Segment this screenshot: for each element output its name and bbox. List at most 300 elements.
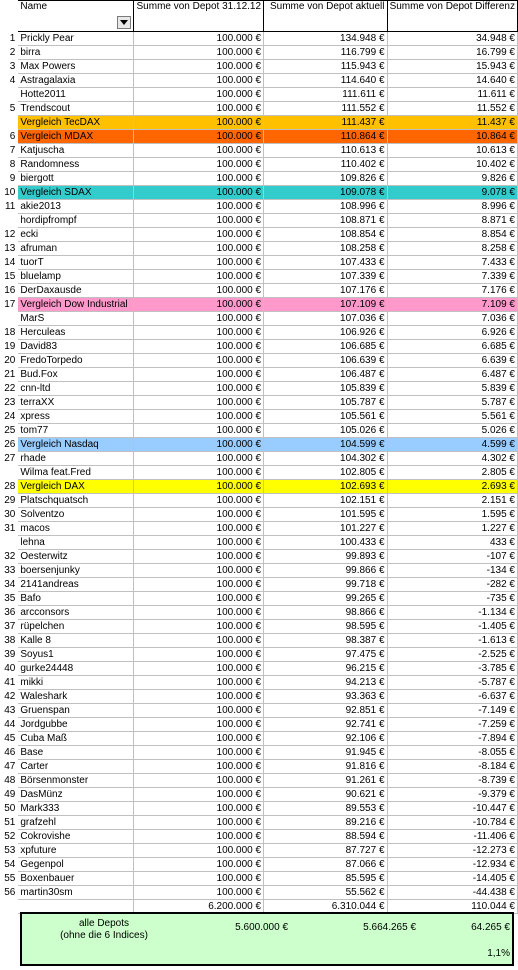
cell-depot-differenz[interactable]: -11.406 €	[387, 830, 517, 844]
cell-depot-differenz[interactable]: 1.227 €	[387, 522, 517, 536]
table-row	[3, 228, 518, 242]
cell-depot-31-12-12[interactable]: 100.000 €	[134, 74, 264, 88]
cell-depot-differenz[interactable]: 10.613 €	[387, 144, 517, 158]
cell-name[interactable]: Platschquatsch	[18, 494, 134, 508]
cell-depot-differenz[interactable]: -8.739 €	[387, 774, 517, 788]
cell-depot-aktuell[interactable]: 96.215 €	[264, 662, 387, 676]
cell-depot-31-12-12[interactable]: 100.000 €	[134, 32, 264, 46]
cell-name[interactable]: Wilma feat.Fred	[18, 466, 134, 480]
cell-name[interactable]: Vergleich Nasdaq	[18, 438, 134, 452]
cell-depot-31-12-12[interactable]: 100.000 €	[134, 312, 264, 326]
cell-depot-aktuell[interactable]: 101.227 €	[264, 522, 387, 536]
row-number: 54	[3, 858, 18, 872]
cell-depot-aktuell[interactable]: 99.893 €	[264, 550, 387, 564]
cell-depot-aktuell[interactable]: 108.258 €	[264, 242, 387, 256]
cell-name[interactable]: rhade	[18, 452, 134, 466]
cell-name[interactable]: rüpelchen	[18, 620, 134, 634]
cell-depot-differenz[interactable]: -107 €	[387, 550, 517, 564]
cell-depot-aktuell[interactable]: 89.216 €	[264, 816, 387, 830]
cell-depot-differenz[interactable]: -134 €	[387, 564, 517, 578]
cell-name[interactable]: Soyus1	[18, 648, 134, 662]
cell-depot-differenz[interactable]: 9.826 €	[387, 172, 517, 186]
cell-depot-aktuell[interactable]: 104.302 €	[264, 452, 387, 466]
cell-name[interactable]: martin30sm	[18, 886, 134, 900]
cell-depot-aktuell[interactable]: 111.611 €	[264, 88, 387, 102]
cell-name[interactable]: gurke24448	[18, 662, 134, 676]
cell-depot-differenz[interactable]: -5.787 €	[387, 676, 517, 690]
table-row	[3, 620, 518, 634]
cell-depot-31-12-12[interactable]: 100.000 €	[134, 284, 264, 298]
table-row	[3, 74, 518, 88]
cell-depot-31-12-12[interactable]: 100.000 €	[134, 522, 264, 536]
cell-depot-aktuell[interactable]: 88.594 €	[264, 830, 387, 844]
cell-depot-aktuell[interactable]: 107.339 €	[264, 270, 387, 284]
cell-name[interactable]: hordipfrompf	[18, 214, 134, 228]
cell-depot-31-12-12[interactable]: 100.000 €	[134, 676, 264, 690]
cell-name[interactable]: ecki	[18, 228, 134, 242]
cell-depot-differenz[interactable]: 11.437 €	[387, 116, 517, 130]
cell-depot-aktuell[interactable]: 87.066 €	[264, 858, 387, 872]
cell-depot-31-12-12[interactable]: 100.000 €	[134, 172, 264, 186]
row-number	[3, 312, 18, 326]
cell-depot-31-12-12[interactable]: 100.000 €	[134, 648, 264, 662]
cell-name[interactable]: xpress	[18, 410, 134, 424]
cell-name[interactable]: MarS	[18, 312, 134, 326]
summary-percent: 1,1%	[487, 948, 510, 959]
row-number: 33	[3, 564, 18, 578]
cell-depot-aktuell[interactable]: 104.599 €	[264, 438, 387, 452]
cell-depot-aktuell[interactable]: 90.621 €	[264, 788, 387, 802]
cell-name[interactable]: Cokrovishe	[18, 830, 134, 844]
cell-depot-differenz[interactable]: -1.613 €	[387, 634, 517, 648]
cell-depot-aktuell[interactable]: 107.109 €	[264, 298, 387, 312]
cell-depot-31-12-12[interactable]: 100.000 €	[134, 130, 264, 144]
cell-name[interactable]: mikki	[18, 676, 134, 690]
cell-depot-31-12-12[interactable]: 100.000 €	[134, 718, 264, 732]
cell-name[interactable]: Herculeas	[18, 326, 134, 340]
cell-depot-differenz[interactable]: 9.078 €	[387, 186, 517, 200]
cell-depot-aktuell[interactable]: 97.475 €	[264, 648, 387, 662]
cell-depot-differenz[interactable]: 2.805 €	[387, 466, 517, 480]
cell-depot-differenz[interactable]: -8.055 €	[387, 746, 517, 760]
cell-name[interactable]: tuorT	[18, 256, 134, 270]
cell-depot-aktuell[interactable]: 111.437 €	[264, 116, 387, 130]
cell-depot-aktuell[interactable]: 101.595 €	[264, 508, 387, 522]
cell-depot-differenz[interactable]: 5.839 €	[387, 382, 517, 396]
cell-depot-differenz[interactable]: 6.639 €	[387, 354, 517, 368]
cell-depot-31-12-12[interactable]: 100.000 €	[134, 578, 264, 592]
cell-depot-31-12-12[interactable]: 100.000 €	[134, 760, 264, 774]
cell-depot-31-12-12[interactable]: 100.000 €	[134, 242, 264, 256]
cell-depot-31-12-12[interactable]: 100.000 €	[134, 228, 264, 242]
cell-depot-differenz[interactable]: -44.438 €	[387, 886, 517, 900]
cell-name[interactable]: Mark333	[18, 802, 134, 816]
cell-depot-31-12-12[interactable]: 100.000 €	[134, 858, 264, 872]
cell-name[interactable]: Prickly Pear	[18, 32, 134, 46]
cell-depot-31-12-12[interactable]: 100.000 €	[134, 452, 264, 466]
cell-depot-31-12-12[interactable]: 100.000 €	[134, 564, 264, 578]
cell-depot-differenz[interactable]: 4.302 €	[387, 452, 517, 466]
cell-depot-differenz[interactable]: 4.599 €	[387, 438, 517, 452]
cell-depot-differenz[interactable]: 7.036 €	[387, 312, 517, 326]
cell-depot-aktuell[interactable]: 116.799 €	[264, 46, 387, 60]
total-depot-aktuell[interactable]: 6.310.044 €	[264, 900, 387, 914]
cell-name[interactable]: Trendscout	[18, 102, 134, 116]
row-number	[3, 900, 18, 914]
cell-name[interactable]: birra	[18, 46, 134, 60]
row-number: 16	[3, 284, 18, 298]
cell-name[interactable]: Bud.Fox	[18, 368, 134, 382]
cell-depot-differenz[interactable]: -7.149 €	[387, 704, 517, 718]
cell-depot-31-12-12[interactable]: 100.000 €	[134, 634, 264, 648]
cell-name[interactable]: terraXX	[18, 396, 134, 410]
cell-depot-aktuell[interactable]: 110.864 €	[264, 130, 387, 144]
cell-depot-31-12-12[interactable]: 100.000 €	[134, 844, 264, 858]
cell-depot-differenz[interactable]: -7.894 €	[387, 732, 517, 746]
cell-name[interactable]: Vergleich Dow Industrial	[18, 298, 134, 312]
row-number: 28	[3, 480, 18, 494]
cell-name[interactable]: Carter	[18, 760, 134, 774]
cell-name[interactable]: Vergleich SDAX	[18, 186, 134, 200]
cell-name[interactable]: xpfuture	[18, 844, 134, 858]
cell-depot-aktuell[interactable]: 105.839 €	[264, 382, 387, 396]
row-number: 38	[3, 634, 18, 648]
cell-depot-differenz[interactable]: -10.784 €	[387, 816, 517, 830]
cell-name[interactable]: Base	[18, 746, 134, 760]
cell-depot-31-12-12[interactable]: 100.000 €	[134, 256, 264, 270]
cell-name[interactable]: Randomness	[18, 158, 134, 172]
table-row	[3, 270, 518, 284]
cell-depot-differenz[interactable]: -3.785 €	[387, 662, 517, 676]
cell-depot-31-12-12[interactable]: 100.000 €	[134, 340, 264, 354]
table-row	[3, 718, 518, 732]
cell-depot-aktuell[interactable]: 99.718 €	[264, 578, 387, 592]
table-row	[3, 186, 518, 200]
cell-name[interactable]: boersenjunky	[18, 564, 134, 578]
cell-depot-aktuell[interactable]: 98.387 €	[264, 634, 387, 648]
cell-depot-differenz[interactable]: -7.259 €	[387, 718, 517, 732]
cell-depot-31-12-12[interactable]: 100.000 €	[134, 382, 264, 396]
cell-depot-31-12-12[interactable]: 100.000 €	[134, 872, 264, 886]
table-row	[3, 830, 518, 844]
table-row	[3, 60, 518, 74]
cell-name[interactable]: Astragalaxia	[18, 74, 134, 88]
cell-depot-aktuell[interactable]: 92.851 €	[264, 704, 387, 718]
row-number: 17	[3, 298, 18, 312]
cell-depot-31-12-12[interactable]: 100.000 €	[134, 732, 264, 746]
cell-depot-differenz[interactable]: 5.787 €	[387, 396, 517, 410]
cell-depot-31-12-12[interactable]: 100.000 €	[134, 116, 264, 130]
cell-name[interactable]: Boxenbauer	[18, 872, 134, 886]
cell-depot-differenz[interactable]: 11.611 €	[387, 88, 517, 102]
cell-depot-aktuell[interactable]: 100.433 €	[264, 536, 387, 550]
table-row	[3, 452, 518, 466]
cell-name[interactable]: David83	[18, 340, 134, 354]
cell-depot-differenz[interactable]: 6.685 €	[387, 340, 517, 354]
cell-depot-31-12-12[interactable]: 100.000 €	[134, 88, 264, 102]
cell-name[interactable]: biergott	[18, 172, 134, 186]
cell-depot-aktuell[interactable]: 91.816 €	[264, 760, 387, 774]
cell-depot-31-12-12[interactable]: 100.000 €	[134, 46, 264, 60]
cell-depot-aktuell[interactable]: 106.926 €	[264, 326, 387, 340]
cell-depot-aktuell[interactable]: 106.487 €	[264, 368, 387, 382]
cell-name[interactable]: Katjuscha	[18, 144, 134, 158]
cell-depot-31-12-12[interactable]: 100.000 €	[134, 214, 264, 228]
table-row	[3, 606, 518, 620]
cell-depot-aktuell[interactable]: 111.552 €	[264, 102, 387, 116]
row-number: 41	[3, 676, 18, 690]
cell-depot-31-12-12[interactable]: 100.000 €	[134, 592, 264, 606]
summary-label-line1: alle Depots	[78, 918, 130, 929]
cell-depot-differenz[interactable]: -10.447 €	[387, 802, 517, 816]
cell-name[interactable]: Gruenspan	[18, 704, 134, 718]
row-number: 46	[3, 746, 18, 760]
cell-depot-aktuell[interactable]: 92.106 €	[264, 732, 387, 746]
depot-table	[2, 0, 518, 914]
cell-depot-differenz[interactable]: 7.339 €	[387, 270, 517, 284]
table-row	[3, 858, 518, 872]
cell-depot-differenz[interactable]: 15.943 €	[387, 60, 517, 74]
cell-depot-differenz[interactable]: 7.433 €	[387, 256, 517, 270]
cell-name[interactable]: Waleshark	[18, 690, 134, 704]
cell-depot-aktuell[interactable]: 99.265 €	[264, 592, 387, 606]
cell-depot-differenz[interactable]: 10.864 €	[387, 130, 517, 144]
cell-depot-aktuell[interactable]: 106.685 €	[264, 340, 387, 354]
row-number: 53	[3, 844, 18, 858]
cell-depot-31-12-12[interactable]: 100.000 €	[134, 830, 264, 844]
cell-name[interactable]: tom77	[18, 424, 134, 438]
filter-dropdown-button[interactable]	[117, 16, 131, 29]
row-number: 36	[3, 606, 18, 620]
cell-name[interactable]: FredoTorpedo	[18, 354, 134, 368]
row-number: 52	[3, 830, 18, 844]
cell-depot-31-12-12[interactable]: 100.000 €	[134, 480, 264, 494]
cell-depot-aktuell[interactable]: 102.151 €	[264, 494, 387, 508]
cell-name[interactable]: DerDaxausde	[18, 284, 134, 298]
cell-depot-31-12-12[interactable]: 100.000 €	[134, 144, 264, 158]
cell-depot-differenz[interactable]: -282 €	[387, 578, 517, 592]
cell-depot-aktuell[interactable]: 115.943 €	[264, 60, 387, 74]
cell-depot-differenz[interactable]: 14.640 €	[387, 74, 517, 88]
cell-name[interactable]: Max Powers	[18, 60, 134, 74]
cell-depot-differenz[interactable]: -6.637 €	[387, 690, 517, 704]
cell-name[interactable]: 2141andreas	[18, 578, 134, 592]
cell-depot-aktuell[interactable]: 105.561 €	[264, 410, 387, 424]
cell-depot-differenz[interactable]: 6.487 €	[387, 368, 517, 382]
cell-name[interactable]: Börsenmonster	[18, 774, 134, 788]
cell-depot-aktuell[interactable]: 109.078 €	[264, 186, 387, 200]
cell-depot-aktuell[interactable]: 106.639 €	[264, 354, 387, 368]
cell-depot-aktuell[interactable]: 114.640 €	[264, 74, 387, 88]
cell-depot-differenz[interactable]: -735 €	[387, 592, 517, 606]
cell-name[interactable]: lehna	[18, 536, 134, 550]
cell-name[interactable]: bluelamp	[18, 270, 134, 284]
cell-depot-differenz[interactable]: 5.026 €	[387, 424, 517, 438]
cell-depot-31-12-12[interactable]: 100.000 €	[134, 788, 264, 802]
cell-depot-differenz[interactable]: -1.405 €	[387, 620, 517, 634]
row-number: 32	[3, 550, 18, 564]
cell-depot-31-12-12[interactable]: 100.000 €	[134, 410, 264, 424]
cell-depot-aktuell[interactable]: 91.261 €	[264, 774, 387, 788]
cell-depot-aktuell[interactable]: 85.595 €	[264, 872, 387, 886]
cell-name[interactable]: Vergleich TecDAX	[18, 116, 134, 130]
cell-depot-31-12-12[interactable]: 100.000 €	[134, 802, 264, 816]
row-number: 42	[3, 690, 18, 704]
header-name	[18, 1, 134, 32]
cell-depot-31-12-12[interactable]: 100.000 €	[134, 60, 264, 74]
cell-depot-31-12-12[interactable]: 100.000 €	[134, 298, 264, 312]
total-depot-31-12-12[interactable]: 6.200.000 €	[134, 900, 264, 914]
cell-depot-aktuell[interactable]: 105.787 €	[264, 396, 387, 410]
cell-depot-aktuell[interactable]: 102.805 €	[264, 466, 387, 480]
cell-depot-differenz[interactable]: 10.402 €	[387, 158, 517, 172]
cell-depot-differenz[interactable]: -2.525 €	[387, 648, 517, 662]
cell-depot-differenz[interactable]: -8.184 €	[387, 760, 517, 774]
cell-name[interactable]: Kalle 8	[18, 634, 134, 648]
cell-depot-differenz[interactable]: 11.552 €	[387, 102, 517, 116]
cell-name[interactable]: afruman	[18, 242, 134, 256]
row-number: 45	[3, 732, 18, 746]
cell-depot-31-12-12[interactable]: 100.000 €	[134, 816, 264, 830]
cell-depot-aktuell[interactable]: 110.613 €	[264, 144, 387, 158]
cell-depot-31-12-12[interactable]: 100.000 €	[134, 774, 264, 788]
summary-depot-aktuell: 5.664.265 €	[363, 922, 416, 933]
row-number: 10	[3, 186, 18, 200]
cell-depot-31-12-12[interactable]: 100.000 €	[134, 354, 264, 368]
table-row	[3, 116, 518, 130]
cell-depot-aktuell[interactable]: 107.433 €	[264, 256, 387, 270]
cell-depot-differenz[interactable]: -1.134 €	[387, 606, 517, 620]
cell-name[interactable]: akie2013	[18, 200, 134, 214]
cell-name[interactable]: Cuba Maß	[18, 732, 134, 746]
cell-depot-aktuell[interactable]: 94.213 €	[264, 676, 387, 690]
cell-name[interactable]: Bafo	[18, 592, 134, 606]
cell-depot-differenz[interactable]: 16.799 €	[387, 46, 517, 60]
cell-depot-aktuell[interactable]: 105.026 €	[264, 424, 387, 438]
cell-depot-aktuell[interactable]: 107.036 €	[264, 312, 387, 326]
cell-name[interactable]: Vergleich MDAX	[18, 130, 134, 144]
row-number: 9	[3, 172, 18, 186]
cell-depot-31-12-12[interactable]: 100.000 €	[134, 536, 264, 550]
cell-depot-differenz[interactable]: 2.151 €	[387, 494, 517, 508]
cell-depot-31-12-12[interactable]: 100.000 €	[134, 102, 264, 116]
cell-depot-aktuell[interactable]: 87.727 €	[264, 844, 387, 858]
cell-depot-differenz[interactable]: 34.948 €	[387, 32, 517, 46]
cell-depot-31-12-12[interactable]: 100.000 €	[134, 438, 264, 452]
cell-depot-differenz[interactable]: 8.996 €	[387, 200, 517, 214]
cell-depot-differenz[interactable]: -14.405 €	[387, 872, 517, 886]
cell-depot-aktuell[interactable]: 108.854 €	[264, 228, 387, 242]
table-row	[3, 676, 518, 690]
cell-depot-31-12-12[interactable]: 100.000 €	[134, 550, 264, 564]
cell-depot-aktuell[interactable]: 134.948 €	[264, 32, 387, 46]
cell-name[interactable]: grafzehl	[18, 816, 134, 830]
cell-depot-31-12-12[interactable]: 100.000 €	[134, 662, 264, 676]
row-number: 6	[3, 130, 18, 144]
cell-depot-differenz[interactable]: 433 €	[387, 536, 517, 550]
table-row	[3, 872, 518, 886]
cell-depot-31-12-12[interactable]: 100.000 €	[134, 368, 264, 382]
cell-depot-aktuell[interactable]: 89.553 €	[264, 802, 387, 816]
cell-depot-differenz[interactable]: -12.273 €	[387, 844, 517, 858]
cell-depot-31-12-12[interactable]: 100.000 €	[134, 690, 264, 704]
cell-depot-aktuell[interactable]: 98.866 €	[264, 606, 387, 620]
cell-depot-differenz[interactable]: 7.109 €	[387, 298, 517, 312]
table-row	[3, 774, 518, 788]
table-row	[3, 844, 518, 858]
cell-depot-31-12-12[interactable]: 100.000 €	[134, 704, 264, 718]
cell-depot-aktuell[interactable]: 107.176 €	[264, 284, 387, 298]
cell-name[interactable]: arcconsors	[18, 606, 134, 620]
total-depot-differenz[interactable]: 110.044 €	[387, 900, 517, 914]
cell-name[interactable]: Hotte2011	[18, 88, 134, 102]
table-row	[3, 130, 518, 144]
cell-depot-differenz[interactable]: 8.871 €	[387, 214, 517, 228]
cell-depot-31-12-12[interactable]: 100.000 €	[134, 424, 264, 438]
cell-depot-differenz[interactable]: 7.176 €	[387, 284, 517, 298]
cell-depot-aktuell[interactable]: 108.996 €	[264, 200, 387, 214]
cell-depot-aktuell[interactable]: 92.741 €	[264, 718, 387, 732]
cell-depot-31-12-12[interactable]: 100.000 €	[134, 620, 264, 634]
cell-name[interactable]: DasMünz	[18, 788, 134, 802]
cell-depot-differenz[interactable]: 5.561 €	[387, 410, 517, 424]
cell-depot-aktuell[interactable]: 99.866 €	[264, 564, 387, 578]
table-row	[3, 690, 518, 704]
cell-depot-31-12-12[interactable]: 100.000 €	[134, 466, 264, 480]
cell-depot-aktuell[interactable]: 93.363 €	[264, 690, 387, 704]
cell-depot-aktuell[interactable]: 98.595 €	[264, 620, 387, 634]
cell-name[interactable]: Vergleich DAX	[18, 480, 134, 494]
cell-name[interactable]: Oesterwitz	[18, 550, 134, 564]
row-number: 29	[3, 494, 18, 508]
cell-depot-31-12-12[interactable]: 100.000 €	[134, 186, 264, 200]
cell-name[interactable]: macos	[18, 522, 134, 536]
cell-depot-differenz[interactable]: -12.934 €	[387, 858, 517, 872]
header-depot-aktuell: Summe von Depot aktuell	[264, 1, 387, 32]
cell-depot-differenz[interactable]: -9.379 €	[387, 788, 517, 802]
cell-depot-31-12-12[interactable]: 100.000 €	[134, 606, 264, 620]
cell-depot-31-12-12[interactable]: 100.000 €	[134, 200, 264, 214]
cell-depot-differenz[interactable]: 1.595 €	[387, 508, 517, 522]
cell-name[interactable]: cnn-ltd	[18, 382, 134, 396]
cell-depot-31-12-12[interactable]: 100.000 €	[134, 270, 264, 284]
cell-depot-31-12-12[interactable]: 100.000 €	[134, 508, 264, 522]
row-number: 15	[3, 270, 18, 284]
cell-name[interactable]: Gegenpol	[18, 858, 134, 872]
cell-depot-31-12-12[interactable]: 100.000 €	[134, 746, 264, 760]
cell-depot-31-12-12[interactable]: 100.000 €	[134, 326, 264, 340]
cell-depot-aktuell[interactable]: 110.402 €	[264, 158, 387, 172]
cell-depot-differenz[interactable]: 2.693 €	[387, 480, 517, 494]
cell-depot-31-12-12[interactable]: 100.000 €	[134, 396, 264, 410]
cell-depot-31-12-12[interactable]: 100.000 €	[134, 886, 264, 900]
cell-depot-31-12-12[interactable]: 100.000 €	[134, 494, 264, 508]
cell-depot-aktuell[interactable]: 91.945 €	[264, 746, 387, 760]
cell-name[interactable]: Solventzo	[18, 508, 134, 522]
table-row	[3, 32, 518, 46]
cell-depot-differenz[interactable]: 8.258 €	[387, 242, 517, 256]
table-row	[3, 466, 518, 480]
cell-depot-differenz[interactable]: 8.854 €	[387, 228, 517, 242]
table-row	[3, 760, 518, 774]
cell-depot-differenz[interactable]: 6.926 €	[387, 326, 517, 340]
cell-depot-31-12-12[interactable]: 100.000 €	[134, 158, 264, 172]
cell-depot-aktuell[interactable]: 102.693 €	[264, 480, 387, 494]
cell-depot-aktuell[interactable]: 55.562 €	[264, 886, 387, 900]
cell-depot-aktuell[interactable]: 108.871 €	[264, 214, 387, 228]
cell-depot-aktuell[interactable]: 109.826 €	[264, 172, 387, 186]
cell-name[interactable]: Jordgubbe	[18, 718, 134, 732]
